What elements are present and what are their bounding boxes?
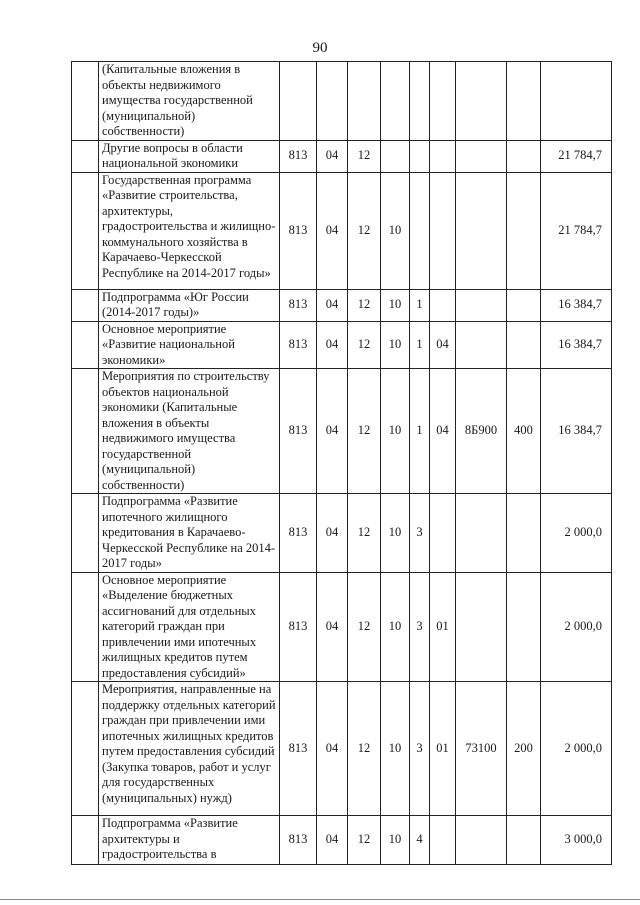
program-code [381, 62, 410, 141]
ministry-code: 813 [280, 682, 317, 816]
table-row [72, 682, 612, 816]
subsection-code: 12 [348, 289, 381, 321]
program-code: 10 [381, 572, 410, 682]
expense-type-code [507, 62, 541, 141]
section-code: 04 [317, 140, 348, 172]
section-code: 04 [317, 572, 348, 682]
budget-table [71, 61, 612, 865]
item-name: Другие вопросы в области национальной экономики [99, 140, 280, 172]
direction-code [456, 140, 507, 172]
ministry-code [280, 62, 317, 141]
amount: 21 784,7 [541, 140, 612, 172]
subsection-code: 12 [348, 140, 381, 172]
program-code: 10 [381, 321, 410, 369]
program-code [381, 140, 410, 172]
ministry-code: 813 [280, 140, 317, 172]
subprogram-code: 1 [410, 321, 430, 369]
expense-type-code [507, 289, 541, 321]
subprogram-code [410, 172, 430, 289]
scan-artifact-line [0, 899, 640, 900]
ministry-code: 813 [280, 369, 317, 494]
event-code: 01 [430, 572, 456, 682]
ministry-code: 813 [280, 494, 317, 573]
subprogram-code: 4 [410, 816, 430, 865]
amount: 16 384,7 [541, 289, 612, 321]
item-name: Подпрограмма «Развитие архитектуры и градостроительства в [99, 816, 280, 865]
event-code [430, 62, 456, 141]
section-code [317, 62, 348, 141]
ministry-code: 813 [280, 289, 317, 321]
expense-type-code [507, 172, 541, 289]
event-code [430, 140, 456, 172]
section-code: 04 [317, 816, 348, 865]
direction-code: 8Б900 [456, 369, 507, 494]
expense-type-code [507, 816, 541, 865]
ministry-code: 813 [280, 572, 317, 682]
item-name: Основное мероприятие «Выделение бюджетных ассигнований для отдельных категорий граждан при привлечении ими ипотечных жилищных кредитов путем предоставления субсидий» [99, 572, 280, 682]
program-code: 10 [381, 289, 410, 321]
item-name: Подпрограмма «Юг России (2014-2017 годы)» [99, 289, 280, 321]
table-row [72, 572, 612, 682]
program-code: 10 [381, 369, 410, 494]
amount: 3 000,0 [541, 816, 612, 865]
expense-type-code [507, 494, 541, 573]
subsection-code: 12 [348, 816, 381, 865]
row-number-cell [72, 172, 99, 289]
amount: 16 384,7 [541, 321, 612, 369]
subsection-code: 12 [348, 682, 381, 816]
amount: 21 784,7 [541, 172, 612, 289]
row-number-cell [72, 289, 99, 321]
ministry-code: 813 [280, 816, 317, 865]
section-code: 04 [317, 682, 348, 816]
table-row [72, 140, 612, 172]
program-code: 10 [381, 682, 410, 816]
row-number-cell [72, 572, 99, 682]
direction-code [456, 289, 507, 321]
table-row [72, 369, 612, 494]
item-name: Мероприятия по строительству объектов национальной экономики (Капитальные вложения в объекты недвижимого имущества государственной (муниципальной) собственности) [99, 369, 280, 494]
item-name: Подпрограмма «Развитие ипотечного жилищного кредитования в Карачаево-Черкесской Республике на 2014-2017 годы» [99, 494, 280, 573]
event-code: 01 [430, 682, 456, 816]
subprogram-code: 3 [410, 494, 430, 573]
expense-type-code [507, 572, 541, 682]
row-number-cell [72, 816, 99, 865]
table-row [72, 172, 612, 289]
amount: 2 000,0 [541, 572, 612, 682]
item-name: Государственная программа «Развитие строительства, архитектуры, градостроительства и жилищно-коммунального хозяйства в Карачаево-Черкесской Республике на 2014-2017 годы» [99, 172, 280, 289]
section-code: 04 [317, 321, 348, 369]
subprogram-code [410, 140, 430, 172]
amount: 2 000,0 [541, 494, 612, 573]
table-row [72, 321, 612, 369]
section-code: 04 [317, 172, 348, 289]
section-code: 04 [317, 289, 348, 321]
table-row [72, 494, 612, 573]
table-row [72, 62, 612, 141]
direction-code [456, 62, 507, 141]
program-code: 10 [381, 494, 410, 573]
page-number: 90 [312, 40, 328, 56]
expense-type-code [507, 321, 541, 369]
subprogram-code [410, 62, 430, 141]
item-name: (Капитальные вложения в объекты недвижимого имущества государственной (муниципальной) собственности) [99, 62, 280, 141]
subsection-code: 12 [348, 321, 381, 369]
section-code: 04 [317, 494, 348, 573]
direction-code [456, 321, 507, 369]
subprogram-code: 3 [410, 682, 430, 816]
item-name: Мероприятия, направленные на поддержку отдельных категорий граждан при привлечении ими ипотечных жилищных кредитов путем предоставления субсидий (Закупка товаров, работ и услуг для государственных (муниципальных) нужд) [99, 682, 280, 816]
event-code: 04 [430, 321, 456, 369]
event-code [430, 494, 456, 573]
subsection-code [348, 62, 381, 141]
item-name: Основное мероприятие «Развитие национальной экономики» [99, 321, 280, 369]
row-number-cell [72, 369, 99, 494]
subsection-code: 12 [348, 572, 381, 682]
row-number-cell [72, 140, 99, 172]
ministry-code: 813 [280, 172, 317, 289]
expense-type-code: 400 [507, 369, 541, 494]
table-row [72, 816, 612, 865]
row-number-cell [72, 321, 99, 369]
expense-type-code [507, 140, 541, 172]
subsection-code: 12 [348, 369, 381, 494]
event-code [430, 816, 456, 865]
subsection-code: 12 [348, 494, 381, 573]
amount [541, 62, 612, 141]
direction-code: 73100 [456, 682, 507, 816]
subprogram-code: 1 [410, 289, 430, 321]
program-code: 10 [381, 816, 410, 865]
row-number-cell [72, 682, 99, 816]
section-code: 04 [317, 369, 348, 494]
amount: 16 384,7 [541, 369, 612, 494]
row-number-cell [72, 62, 99, 141]
table-row [72, 289, 612, 321]
direction-code [456, 494, 507, 573]
direction-code [456, 572, 507, 682]
subprogram-code: 1 [410, 369, 430, 494]
event-code: 04 [430, 369, 456, 494]
program-code: 10 [381, 172, 410, 289]
direction-code [456, 816, 507, 865]
ministry-code: 813 [280, 321, 317, 369]
subprogram-code: 3 [410, 572, 430, 682]
subsection-code: 12 [348, 172, 381, 289]
event-code [430, 172, 456, 289]
event-code [430, 289, 456, 321]
row-number-cell [72, 494, 99, 573]
amount: 2 000,0 [541, 682, 612, 816]
direction-code [456, 172, 507, 289]
expense-type-code: 200 [507, 682, 541, 816]
